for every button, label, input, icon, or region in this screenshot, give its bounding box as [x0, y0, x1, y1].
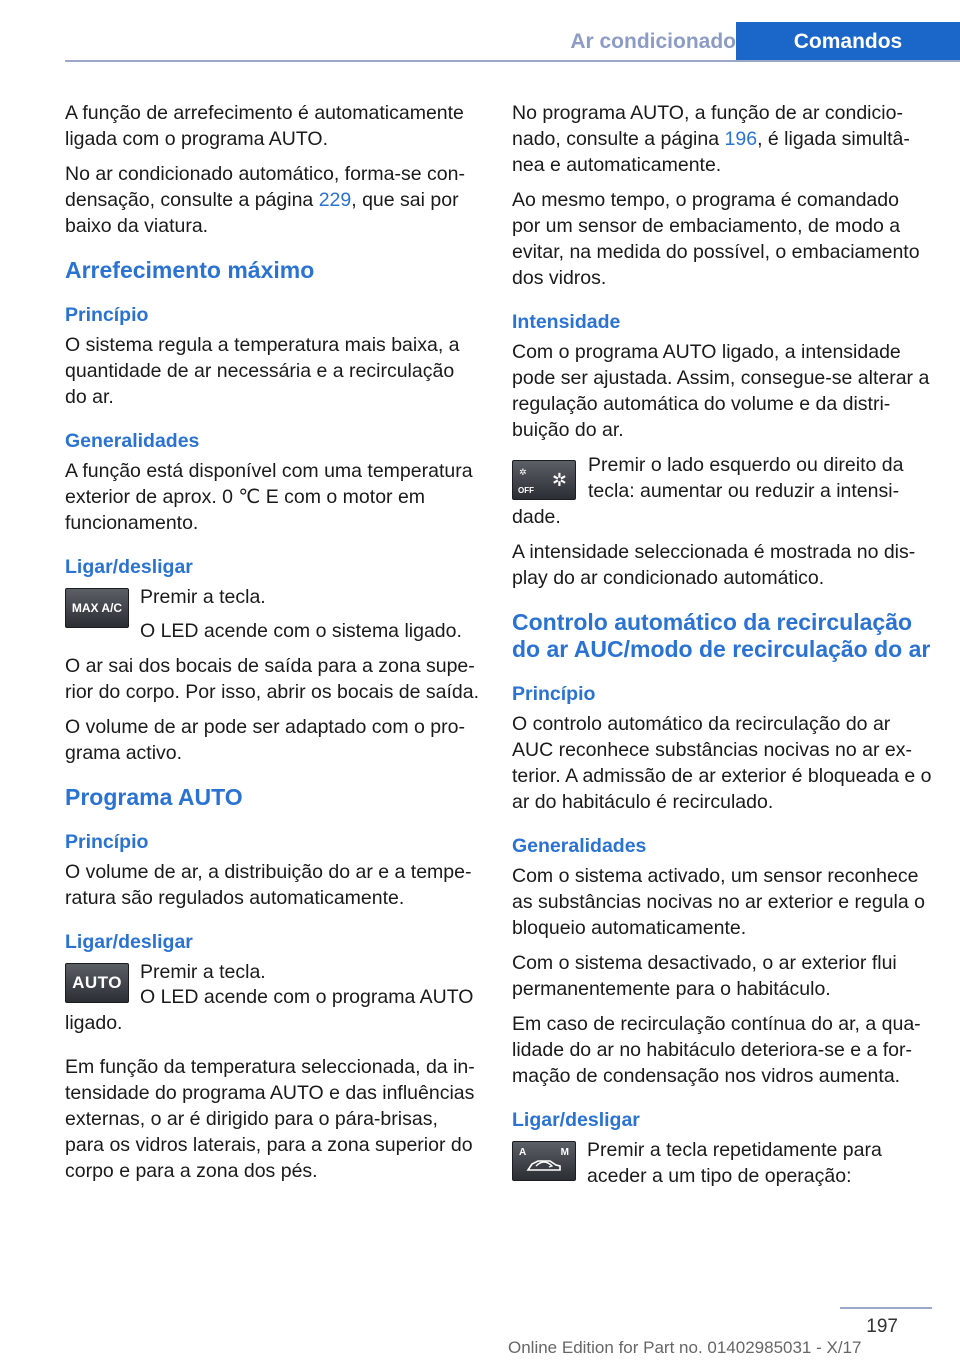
right-column — [512, 100, 932, 1202]
text: No programa AUTO, a função de ar condicionado, consulte a página — [512, 102, 903, 150]
instruction-recirculation — [512, 1137, 932, 1193]
auto-mode-label: A — [519, 1147, 527, 1158]
text: No ar condicionado automático, forma-se condensação, consulte a página — [65, 163, 465, 211]
page-header — [65, 22, 960, 62]
car-recirculation-icon — [524, 1155, 564, 1175]
instruction-intensity — [512, 452, 932, 530]
text: , é ligada simultânea e automaticamente. — [512, 128, 910, 176]
auto-button-icon: AUTO — [65, 963, 129, 1003]
paragraph: O volume de ar pode ser adaptado com o programa activo. — [65, 716, 465, 764]
paragraph: Com o sistema desactivado, o ar exterior flui permanentemente para o habitáculo. — [512, 952, 897, 1000]
paragraph: Premir a tecla. — [140, 586, 266, 608]
paragraph: Ao mesmo tempo, o programa é comandado por um sensor de embaciamento, de modo a evitar, na medida do possível, o embaciamento dos vidros. — [512, 189, 920, 289]
section-tab: Ar condicionado — [570, 30, 736, 53]
paragraph: O controlo automático da recirculação do ar AUC reconhece substâncias nocivas no ar exterior. A admissão de ar exterior é bloqueada e o ar do habitáculo é recirculado. — [512, 713, 932, 813]
chapter-tab: Comandos — [736, 22, 960, 62]
fan-off-label: OFF — [518, 486, 534, 495]
page-link-229[interactable]: 229 — [318, 189, 352, 211]
fan-intensity-button-icon — [512, 460, 576, 500]
subheading-intensidade: Intensidade — [512, 311, 621, 333]
fan-icon: ✲ — [519, 467, 527, 477]
subheading-ligar-desligar: Ligar/desligar — [65, 556, 193, 578]
page-link-196[interactable]: 196 — [724, 128, 758, 150]
left-column — [65, 100, 480, 1193]
paragraph: Em caso de recirculação contínua do ar, a qualidade do ar no habitáculo deteriora-se e a formação de condensação nos vidros aumenta. — [512, 1013, 921, 1087]
header-rule — [65, 60, 960, 62]
paragraph: A intensidade seleccionada é mostrada no display do ar condicionado automático. — [512, 541, 916, 589]
manual-mode-label: M — [560, 1147, 569, 1158]
subheading-ligar-desligar: Ligar/desligar — [65, 931, 193, 953]
paragraph: Com o sistema activado, um sensor reconhece as substâncias nocivas no ar exterior e regula o bloqueio automaticamente. — [512, 865, 925, 939]
instruction-max-ac — [65, 584, 480, 644]
paragraph: O LED acende com o programa AUTO ligado. — [65, 986, 474, 1034]
heading-programa-auto: Programa AUTO — [65, 784, 243, 810]
paragraph: Premir a tecla repetidamente para aceder a um tipo de operação: — [587, 1139, 882, 1187]
subheading-principio: Princípio — [512, 683, 596, 705]
paragraph: O LED acende com o sistema ligado. — [140, 620, 462, 642]
paragraph: Em função da temperatura seleccionada, da intensidade do programa AUTO e das influências externas, o ar é dirigido para o pára-brisas, para os vidros laterais, para a zona superior do corpo e para a zona dos pés. — [65, 1056, 475, 1182]
subheading-principio: Princípio — [65, 304, 149, 326]
recirculation-button-icon — [512, 1141, 576, 1181]
text: , que sai por baixo da viatura. — [65, 189, 459, 237]
paragraph: Premir a tecla. — [140, 961, 266, 983]
heading-arrefecimento-maximo: Arrefecimento máximo — [65, 257, 315, 283]
page-number: 197 — [866, 1316, 898, 1337]
fan-icon: ✲ — [551, 470, 567, 490]
paragraph: A função de arrefecimento é automaticamente ligada com o programa AUTO. — [65, 102, 464, 150]
footer-rule — [840, 1307, 932, 1309]
paragraph: O volume de ar, a distribuição do ar e a temperatura são regulados automaticamente. — [65, 861, 472, 909]
paragraph: O sistema regula a temperatura mais baixa, a quantidade de ar necessária e a recirculação do ar. — [65, 334, 460, 408]
instruction-auto — [65, 959, 480, 1015]
paragraph: O ar sai dos bocais de saída para a zona superior do corpo. Por isso, abrir os bocais de saída. — [65, 655, 480, 703]
subheading-generalidades: Generalidades — [512, 835, 647, 857]
paragraph — [65, 161, 480, 239]
subheading-generalidades: Generalidades — [65, 430, 200, 452]
paragraph — [512, 100, 932, 178]
paragraph: Com o programa AUTO ligado, a intensidade pode ser ajustada. Assim, consegue-se alterar a regulação automática do volume e da distribuição do ar. — [512, 341, 930, 441]
paragraph: Premir o lado esquerdo ou direito da tecla: aumentar ou reduzir a intensidade. — [512, 454, 904, 528]
subheading-ligar-desligar: Ligar/desligar — [512, 1109, 640, 1131]
max-ac-button-icon: MAX A/C — [65, 588, 129, 628]
subheading-principio: Princípio — [65, 831, 149, 853]
heading-auc: Controlo automático da recirculação do ar AUC/modo de recirculação do ar — [512, 609, 931, 662]
paragraph: A função está disponível com uma temperatura exterior de aprox. 0 ℃ E com o motor em funcionamento. — [65, 460, 473, 534]
edition-footer: Online Edition for Part no. 01402985031 - X/17 — [508, 1338, 862, 1357]
